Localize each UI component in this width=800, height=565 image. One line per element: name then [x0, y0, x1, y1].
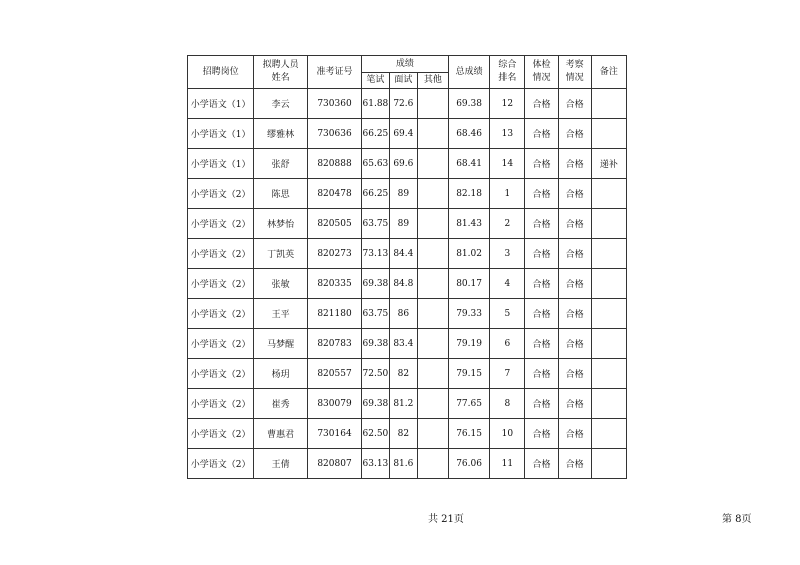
cell-other — [417, 419, 448, 449]
cell-interview: 81.2 — [389, 389, 417, 419]
table-row — [188, 389, 627, 419]
cell-position: 小学语文（1） — [188, 119, 254, 149]
cell-rank: 12 — [490, 89, 525, 119]
header-name-line1: 拟聘人员 — [262, 60, 299, 70]
cell-interview: 89 — [389, 179, 417, 209]
cell-ticket: 830079 — [308, 389, 362, 419]
cell-physical: 合格 — [525, 119, 558, 149]
header-interview: 面试 — [389, 73, 417, 89]
cell-inspection: 合格 — [558, 449, 591, 479]
cell-name: 马梦醒 — [254, 329, 308, 359]
cell-interview: 82 — [389, 419, 417, 449]
cell-total: 79.33 — [448, 299, 489, 329]
header-name — [254, 56, 308, 89]
header-other: 其他 — [417, 73, 448, 89]
cell-rank: 14 — [490, 149, 525, 179]
cell-other — [417, 119, 448, 149]
cell-interview: 86 — [389, 299, 417, 329]
cell-remark — [591, 449, 626, 479]
cell-position: 小学语文（1） — [188, 89, 254, 119]
cell-ticket: 820478 — [308, 179, 362, 209]
cell-physical: 合格 — [525, 179, 558, 209]
cell-other — [417, 149, 448, 179]
table-row — [188, 419, 627, 449]
cell-total: 79.15 — [448, 359, 489, 389]
cell-remark: 递补 — [591, 149, 626, 179]
cell-total: 80.17 — [448, 269, 489, 299]
cell-inspection: 合格 — [558, 359, 591, 389]
table-row — [188, 329, 627, 359]
cell-ticket: 820783 — [308, 329, 362, 359]
cell-name: 缪雅林 — [254, 119, 308, 149]
cell-rank: 3 — [490, 239, 525, 269]
table-row — [188, 119, 627, 149]
cell-name: 王倩 — [254, 449, 308, 479]
header-total: 总成绩 — [448, 56, 489, 89]
cell-physical: 合格 — [525, 269, 558, 299]
cell-remark — [591, 329, 626, 359]
cell-physical: 合格 — [525, 389, 558, 419]
cell-other — [417, 239, 448, 269]
cell-written: 69.38 — [361, 389, 389, 419]
cell-other — [417, 389, 448, 419]
cell-interview: 72.6 — [389, 89, 417, 119]
cell-remark — [591, 119, 626, 149]
cell-written: 72.50 — [361, 359, 389, 389]
cell-name: 丁凯英 — [254, 239, 308, 269]
cell-remark — [591, 299, 626, 329]
cell-ticket: 730636 — [308, 119, 362, 149]
cell-total: 77.65 — [448, 389, 489, 419]
cell-inspection: 合格 — [558, 149, 591, 179]
cell-interview: 69.4 — [389, 119, 417, 149]
cell-ticket: 730164 — [308, 419, 362, 449]
cell-total: 69.38 — [448, 89, 489, 119]
cell-name: 崔秀 — [254, 389, 308, 419]
header-inspection — [558, 56, 591, 89]
header-ticket: 准考证号 — [308, 56, 362, 89]
cell-ticket: 820888 — [308, 149, 362, 179]
cell-name: 杨玥 — [254, 359, 308, 389]
cell-ticket: 820273 — [308, 239, 362, 269]
cell-physical: 合格 — [525, 329, 558, 359]
cell-remark — [591, 389, 626, 419]
results-table — [187, 55, 627, 479]
cell-inspection: 合格 — [558, 119, 591, 149]
cell-interview: 89 — [389, 209, 417, 239]
cell-interview: 81.6 — [389, 449, 417, 479]
cell-name: 曹惠君 — [254, 419, 308, 449]
cell-inspection: 合格 — [558, 299, 591, 329]
cell-physical: 合格 — [525, 449, 558, 479]
cell-name: 陈思 — [254, 179, 308, 209]
table-row — [188, 449, 627, 479]
cell-other — [417, 179, 448, 209]
cell-interview: 82 — [389, 359, 417, 389]
header-inspection-line1: 考察 — [565, 60, 584, 70]
cell-total: 82.18 — [448, 179, 489, 209]
header-rank — [490, 56, 525, 89]
cell-rank: 5 — [490, 299, 525, 329]
cell-other — [417, 89, 448, 119]
cell-remark — [591, 179, 626, 209]
cell-written: 63.13 — [361, 449, 389, 479]
header-remark: 备注 — [591, 56, 626, 89]
cell-name: 王平 — [254, 299, 308, 329]
cell-name: 张舒 — [254, 149, 308, 179]
cell-remark — [591, 359, 626, 389]
cell-written: 62.50 — [361, 419, 389, 449]
header-physical-line1: 体检 — [532, 60, 551, 70]
table-row — [188, 149, 627, 179]
table-row — [188, 89, 627, 119]
cell-rank: 6 — [490, 329, 525, 359]
cell-interview: 69.6 — [389, 149, 417, 179]
cell-inspection: 合格 — [558, 419, 591, 449]
cell-total: 81.02 — [448, 239, 489, 269]
cell-position: 小学语文（1） — [188, 149, 254, 179]
cell-rank: 10 — [490, 419, 525, 449]
header-inspection-line2: 情况 — [565, 73, 584, 83]
cell-written: 66.25 — [361, 119, 389, 149]
cell-total: 68.46 — [448, 119, 489, 149]
cell-ticket: 820557 — [308, 359, 362, 389]
cell-physical: 合格 — [525, 299, 558, 329]
header-name-line2: 姓名 — [271, 73, 290, 83]
footer-page-number: 第 8页 — [722, 514, 752, 525]
table-body — [188, 89, 627, 479]
cell-other — [417, 269, 448, 299]
cell-rank: 2 — [490, 209, 525, 239]
header-rank-line1: 综合 — [498, 60, 517, 70]
cell-written: 61.88 — [361, 89, 389, 119]
cell-rank: 1 — [490, 179, 525, 209]
cell-position: 小学语文（2） — [188, 239, 254, 269]
cell-physical: 合格 — [525, 209, 558, 239]
cell-position: 小学语文（2） — [188, 419, 254, 449]
cell-total: 81.43 — [448, 209, 489, 239]
cell-rank: 11 — [490, 449, 525, 479]
header-physical — [525, 56, 558, 89]
cell-written: 65.63 — [361, 149, 389, 179]
cell-interview: 84.8 — [389, 269, 417, 299]
cell-ticket: 730360 — [308, 89, 362, 119]
cell-remark — [591, 269, 626, 299]
cell-written: 63.75 — [361, 299, 389, 329]
cell-position: 小学语文（2） — [188, 329, 254, 359]
cell-other — [417, 209, 448, 239]
cell-physical: 合格 — [525, 149, 558, 179]
cell-name: 张敏 — [254, 269, 308, 299]
cell-name: 李云 — [254, 89, 308, 119]
cell-interview: 84.4 — [389, 239, 417, 269]
cell-inspection: 合格 — [558, 389, 591, 419]
header-rank-line2: 排名 — [498, 73, 517, 83]
cell-written: 69.38 — [361, 269, 389, 299]
cell-position: 小学语文（2） — [188, 269, 254, 299]
cell-position: 小学语文（2） — [188, 299, 254, 329]
cell-remark — [591, 419, 626, 449]
cell-other — [417, 329, 448, 359]
cell-written: 69.38 — [361, 329, 389, 359]
table-row — [188, 359, 627, 389]
cell-position: 小学语文（2） — [188, 389, 254, 419]
cell-position: 小学语文（2） — [188, 359, 254, 389]
cell-inspection: 合格 — [558, 329, 591, 359]
header-written: 笔试 — [361, 73, 389, 89]
cell-other — [417, 359, 448, 389]
cell-physical: 合格 — [525, 359, 558, 389]
cell-ticket: 821180 — [308, 299, 362, 329]
cell-physical: 合格 — [525, 419, 558, 449]
cell-position: 小学语文（2） — [188, 209, 254, 239]
table-row — [188, 179, 627, 209]
cell-total: 68.41 — [448, 149, 489, 179]
table-row — [188, 209, 627, 239]
cell-written: 73.13 — [361, 239, 389, 269]
header-physical-line2: 情况 — [532, 73, 551, 83]
cell-written: 66.25 — [361, 179, 389, 209]
cell-position: 小学语文（2） — [188, 179, 254, 209]
cell-remark — [591, 239, 626, 269]
cell-interview: 83.4 — [389, 329, 417, 359]
cell-ticket: 820335 — [308, 269, 362, 299]
cell-remark — [591, 89, 626, 119]
cell-other — [417, 449, 448, 479]
cell-rank: 8 — [490, 389, 525, 419]
cell-ticket: 820505 — [308, 209, 362, 239]
cell-physical: 合格 — [525, 239, 558, 269]
cell-inspection: 合格 — [558, 239, 591, 269]
cell-other — [417, 299, 448, 329]
header-position: 招聘岗位 — [188, 56, 254, 89]
cell-rank: 13 — [490, 119, 525, 149]
footer-total-pages: 共 21页 — [428, 514, 464, 525]
cell-total: 76.15 — [448, 419, 489, 449]
cell-rank: 7 — [490, 359, 525, 389]
cell-written: 63.75 — [361, 209, 389, 239]
table-row — [188, 239, 627, 269]
cell-total: 79.19 — [448, 329, 489, 359]
cell-physical: 合格 — [525, 89, 558, 119]
cell-inspection: 合格 — [558, 179, 591, 209]
cell-remark — [591, 209, 626, 239]
cell-inspection: 合格 — [558, 209, 591, 239]
cell-inspection: 合格 — [558, 89, 591, 119]
cell-inspection: 合格 — [558, 269, 591, 299]
cell-name: 林梦怡 — [254, 209, 308, 239]
cell-total: 76.06 — [448, 449, 489, 479]
cell-position: 小学语文（2） — [188, 449, 254, 479]
cell-rank: 4 — [490, 269, 525, 299]
cell-ticket: 820807 — [308, 449, 362, 479]
table-row — [188, 269, 627, 299]
table-row — [188, 299, 627, 329]
header-scores: 成绩 — [361, 56, 448, 73]
